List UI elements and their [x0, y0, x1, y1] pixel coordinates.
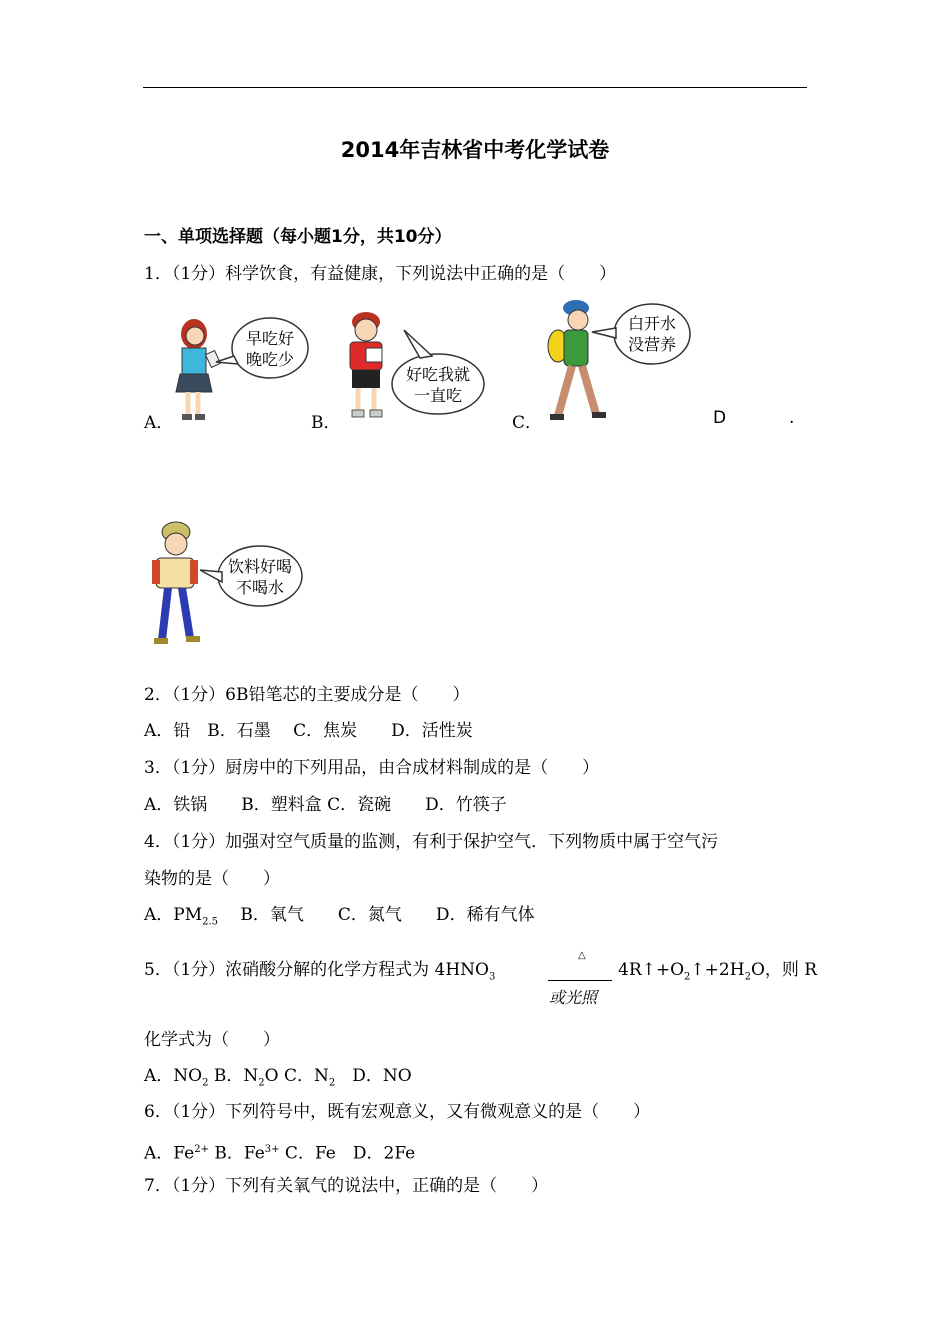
hiker-figure [548, 300, 606, 420]
q7-stem: 7．（1分）下列有关氧气的说法中，正确的是（ ） [144, 1176, 549, 1196]
q5-stem-pre: 5．（1分）浓硝酸分解的化学方程式为 $4HNO_3$ [144, 960, 496, 983]
q1-figure-c [540, 298, 695, 424]
q5-condition-light: 或光照 [549, 988, 598, 1007]
girl-figure [176, 319, 220, 420]
section-heading: 一、单项选择题（每小题1分，共10分） [144, 227, 452, 247]
page-title: 2014年吉林省中考化学试卷 [340, 138, 610, 162]
q1-figure-b [340, 308, 490, 426]
q4-stem-line2: 染物的是（ ） [144, 869, 280, 889]
bubble-b-line2: 一直吃 [413, 386, 463, 405]
bubble-c-line1: 白开水 [627, 314, 677, 333]
q4-stem-line1: 4．（1分）加强对空气质量的监测，有利于保护空气．下列物质中属于空气污 [144, 832, 719, 852]
bubble-b-line1: 好吃我就 [405, 365, 471, 384]
q1-option-a: A． [144, 413, 174, 433]
child-figure [152, 522, 200, 644]
q2-options: A．铅 B．石墨 C．焦炭 D．活性炭 [144, 721, 473, 741]
q5-reaction-arrow [548, 980, 612, 981]
q1-option-d-dot: . [789, 408, 795, 428]
q5-options: A．$NO_2$ B．$N_2O$ C．$N_2$ D．NO [144, 1066, 412, 1089]
q5-condition-heat: △ [578, 950, 586, 961]
bubble-a-line2: 晚吃少 [245, 350, 295, 369]
bubble-d-line2: 不喝水 [235, 578, 285, 597]
q1-figure-d [148, 520, 308, 652]
q6-stem: 6．（1分）下列符号中，既有宏观意义，又有微观意义的是（ ） [144, 1102, 651, 1122]
bubble-d-line1: 饮料好喝 [227, 557, 293, 576]
bubble-c-line2: 没营养 [627, 335, 677, 354]
q2-stem: 2．（1分）6B铅笔芯的主要成分是（ ） [144, 685, 470, 705]
q5-products: $4R↑+O_2↑+2H_2O$，则 R [618, 960, 818, 983]
q1-figure-a [168, 308, 313, 426]
header-rule [143, 87, 807, 88]
boy-figure [350, 312, 382, 417]
q1-option-b: B． [311, 413, 341, 433]
q1-option-d: D [713, 408, 727, 428]
q6-options: A．$Fe^{2+}$ B．$Fe^{3+}$ C．Fe D．2Fe [144, 1143, 416, 1164]
q1-stem: 1．（1分）科学饮食，有益健康，下列说法中正确的是（ ） [144, 264, 617, 284]
q3-stem: 3．（1分）厨房中的下列用品，由合成材料制成的是（ ） [144, 758, 600, 778]
q3-options: A．铁锅 B．塑料盒 C．瓷碗 D．竹筷子 [144, 795, 507, 815]
q5-stem-line2: 化学式为（ ） [144, 1030, 280, 1050]
bubble-a-line1: 早吃好 [245, 329, 295, 348]
q4-options: A．$PM_{2.5}$ B．氧气 C．氮气 D．稀有气体 [144, 905, 535, 928]
q1-option-c: C． [512, 413, 543, 433]
